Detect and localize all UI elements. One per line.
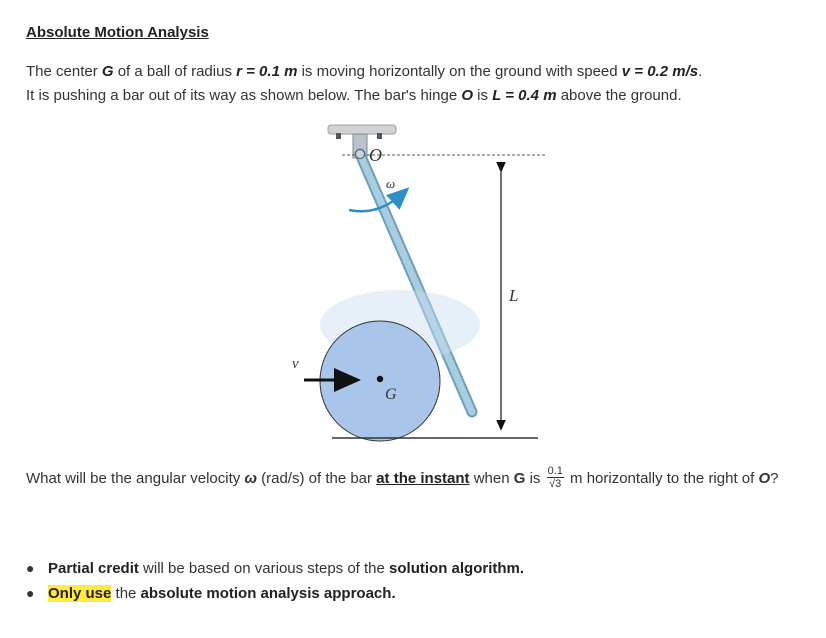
page-title: Absolute Motion Analysis bbox=[26, 24, 209, 41]
text: is moving horizontally on the ground with speed bbox=[297, 63, 622, 80]
text: above the ground. bbox=[556, 87, 682, 104]
emphasis-instant: at the instant bbox=[376, 470, 470, 487]
symbol-omega: ω bbox=[244, 470, 257, 487]
text: is bbox=[473, 87, 493, 104]
text: will be based on various steps of the bbox=[138, 560, 390, 577]
symbol-O: O bbox=[758, 470, 771, 487]
notes-list bbox=[26, 556, 806, 606]
label-L: L bbox=[509, 286, 519, 305]
label-omega: ω bbox=[386, 176, 396, 191]
text: solution algorithm. bbox=[389, 560, 525, 577]
text: Partial credit bbox=[48, 560, 139, 577]
highlighted-text: Only use bbox=[48, 585, 112, 602]
text: ? bbox=[770, 470, 779, 487]
fraction-denominator: √3 bbox=[549, 477, 562, 490]
list-item-text bbox=[48, 557, 524, 581]
ball-center-G bbox=[377, 376, 383, 382]
symbol-G: G bbox=[101, 63, 114, 80]
label-O: O bbox=[369, 145, 382, 165]
question bbox=[26, 463, 816, 494]
speed-value: v = 0.2 m/s bbox=[621, 63, 699, 80]
list-item bbox=[26, 581, 806, 606]
text: The center bbox=[26, 63, 102, 80]
ceiling-support bbox=[328, 125, 396, 134]
hinge-pin bbox=[356, 150, 365, 159]
list-item-text bbox=[48, 582, 396, 606]
text: is bbox=[525, 470, 545, 487]
text: of a ball of radius bbox=[113, 63, 237, 80]
label-G: G bbox=[385, 386, 397, 403]
label-v: v⃗ bbox=[292, 356, 311, 372]
fraction bbox=[547, 465, 564, 490]
length-value: L = 0.4 m bbox=[492, 87, 557, 104]
text: (rad/s) of the bar bbox=[256, 470, 377, 487]
text: absolute motion analysis approach. bbox=[140, 585, 396, 602]
radius-value: r = 0.1 m bbox=[236, 63, 298, 80]
problem-statement bbox=[26, 60, 806, 108]
text: when bbox=[469, 470, 514, 487]
statement-line-1 bbox=[26, 60, 806, 84]
fraction-numerator: 0.1 bbox=[547, 464, 563, 477]
text: the bbox=[111, 585, 141, 602]
text: It is pushing a bar out of its way as shown below. The bar's hinge bbox=[26, 87, 462, 104]
support-bolt-right bbox=[377, 133, 382, 139]
text: What will be the angular velocity bbox=[26, 470, 245, 487]
statement-line-2 bbox=[26, 84, 806, 108]
symbol-G: G bbox=[513, 470, 526, 487]
bullet-icon: ● bbox=[26, 560, 35, 576]
bullet-icon: ● bbox=[26, 585, 35, 601]
text: m horizontally to the right of bbox=[565, 470, 759, 487]
mechanism-figure bbox=[280, 120, 550, 450]
text: . bbox=[698, 63, 703, 80]
list-item bbox=[26, 556, 806, 581]
support-bolt-left bbox=[336, 133, 341, 139]
symbol-O: O bbox=[461, 87, 474, 104]
